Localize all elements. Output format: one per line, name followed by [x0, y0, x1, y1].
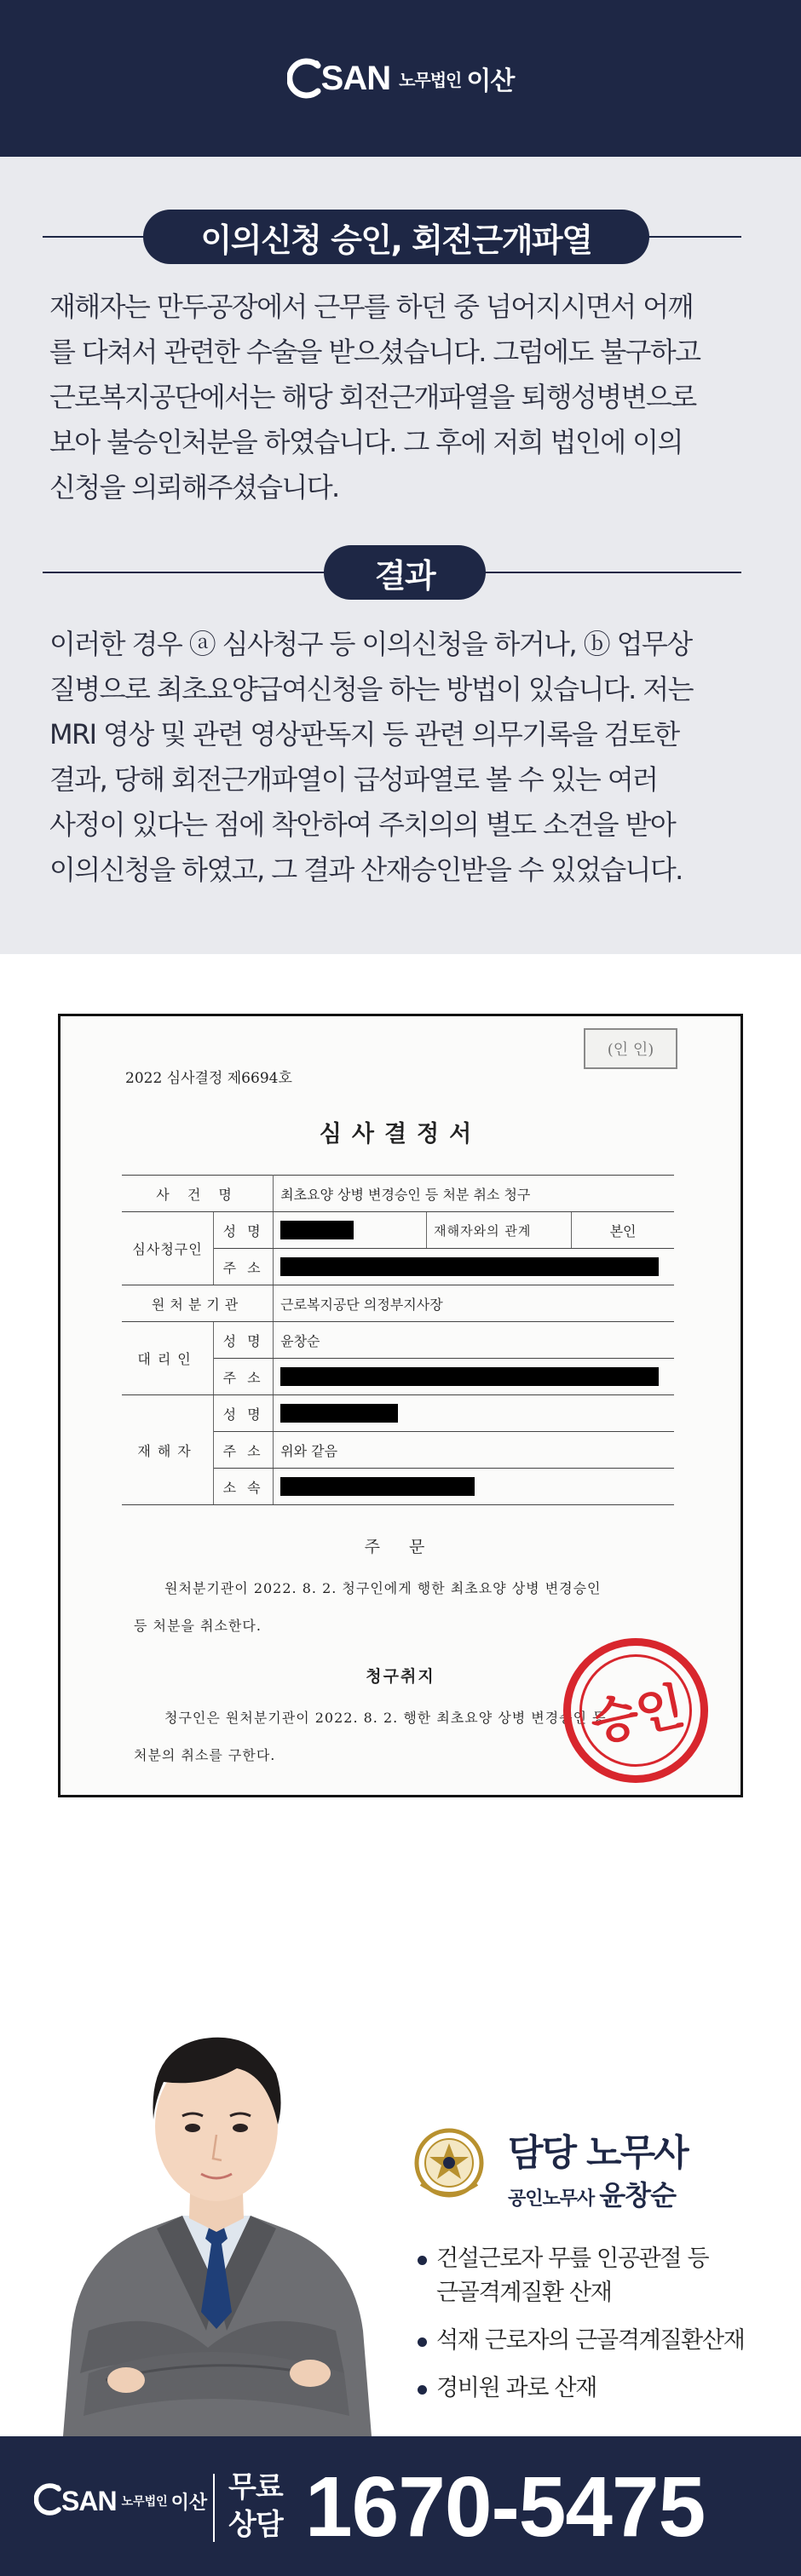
san-logo-icon	[34, 2482, 63, 2520]
claimant-name-redacted	[274, 1212, 427, 1249]
table-row	[122, 1176, 674, 1212]
agent-name: 윤창순	[274, 1322, 674, 1359]
free-line: 무료	[228, 2470, 283, 2504]
approval-stamp-text: 승인	[585, 1676, 688, 1753]
document-seal-box: (인 인)	[584, 1028, 677, 1069]
order-text	[134, 1570, 602, 1645]
table-row	[122, 1212, 674, 1249]
agent-address-label: 주 소	[214, 1359, 274, 1395]
claimant-address-redacted	[274, 1249, 674, 1285]
agent-name-label: 성 명	[214, 1322, 274, 1359]
attorney-photo	[55, 1973, 378, 2440]
case-line: 를 다쳐서 관련한 수술을 받으셨습니다. 그럼에도 불구하고	[49, 336, 700, 368]
relation-value: 본인	[572, 1212, 674, 1249]
table-row	[122, 1285, 674, 1322]
footer-brand-san: SAN	[61, 2485, 117, 2516]
worker-name-label: 성 명	[214, 1395, 274, 1432]
case-heading-pill: 이의신청 승인, 회전근개파열	[143, 210, 649, 264]
brand-san-text: SAN	[320, 59, 391, 97]
san-logo-icon	[287, 57, 323, 100]
relation-label: 재해자와의 관계	[427, 1212, 572, 1249]
specialty-item	[418, 2242, 745, 2310]
case-label: 사 건 명	[122, 1176, 274, 1212]
footer-brand-name: 이산	[170, 2492, 208, 2514]
profile-name: 윤창순	[599, 2179, 677, 2211]
phone-number-link[interactable]: 1670-5475	[305, 2459, 706, 2555]
profile-role: 담당 노무사	[508, 2132, 688, 2175]
document-title: 심사결정서	[319, 1121, 482, 1147]
document-info-table	[122, 1175, 674, 1505]
labor-attorney-emblem-icon	[412, 2125, 486, 2205]
specialty-text: 건설근로자 무릎 인공관절 등	[436, 2245, 709, 2272]
case-value: 최초요양 상병 변경승인 등 처분 취소 청구	[274, 1176, 674, 1212]
order-line: 등 처분을 취소한다.	[134, 1618, 262, 1634]
case-line: 보아 불승인처분을 하였습니다. 그 후에 저희 법인에 이의	[49, 426, 683, 458]
brand-kind: 노무법인	[399, 69, 462, 90]
decision-document	[58, 1014, 743, 1797]
document-number: 2022 심사결정 제6694호	[125, 1070, 292, 1087]
claim-line: 처분의 취소를 구한다.	[134, 1747, 276, 1763]
specialty-item	[418, 2324, 745, 2358]
claim-heading: 청구취지	[366, 1667, 435, 1686]
decision-document-section	[0, 954, 801, 1806]
agent-label: 대리인	[122, 1322, 214, 1395]
agent-address-redacted	[274, 1359, 674, 1395]
worker-label: 재해자	[122, 1395, 214, 1505]
specialty-text: 근골격계질환 산재	[436, 2280, 612, 2306]
profile-name-line	[508, 2174, 676, 2213]
result-line: 이러한 경우 ⓐ 심사청구 등 이의신청을 하거나, ⓑ 업무상	[49, 628, 692, 660]
specialty-text: 석재 근로자의 근골격계질환산재	[436, 2327, 745, 2354]
section-heading-result	[43, 545, 741, 600]
brand-name: 이산	[466, 66, 515, 96]
top-header	[0, 0, 801, 157]
brand-logo[interactable]	[287, 57, 515, 100]
result-line: MRI 영상 및 관련 영상판독지 등 관련 의무기록을 검토한	[49, 718, 679, 750]
specialty-list	[418, 2242, 745, 2419]
claim-line: 청구인은 원처분기관이 2022. 8. 2. 행한 최초요양 상병 변경승인 등	[164, 1710, 607, 1726]
contact-footer	[0, 2436, 801, 2576]
specialty-text: 경비원 과로 산재	[436, 2375, 597, 2401]
order-heading: 주 문	[364, 1538, 437, 1556]
table-row	[122, 1322, 674, 1359]
section-heading-case	[43, 210, 741, 264]
worker-address-label: 주 소	[214, 1432, 274, 1469]
claim-text	[134, 1699, 607, 1774]
result-line: 질병으로 최초요양급여신청을 하는 방법이 있습니다. 저는	[49, 673, 693, 705]
case-line: 신청을 의뢰해주셨습니다.	[49, 471, 339, 503]
free-line: 상담	[228, 2508, 283, 2542]
free-consultation-label	[228, 2469, 283, 2544]
labor-attorney-profile	[0, 1806, 801, 2436]
claimant-label: 심사청구인	[122, 1212, 214, 1285]
case-line: 재해자는 만두공장에서 근무를 하던 중 넘어지시면서 어깨	[49, 290, 693, 323]
claimant-address-label: 주 소	[214, 1249, 274, 1285]
footer-divider	[213, 2474, 215, 2542]
footer-brand-kind: 노무법인	[121, 2495, 168, 2509]
result-heading-pill: 결과	[324, 545, 486, 600]
profile-title: 공인노무사	[508, 2188, 595, 2210]
case-summary-panel	[0, 157, 801, 954]
result-line: 이의신청을 하였고, 그 결과 산재승인받을 수 있었습니다.	[49, 854, 683, 886]
case-line: 근로복지공단에서는 해당 회전근개파열을 퇴행성병변으로	[49, 381, 696, 413]
result-line: 사정이 있다는 점에 착안하여 주치의의 별도 소견을 받아	[49, 808, 676, 841]
worker-address: 위와 같음	[274, 1432, 674, 1469]
result-line: 결과, 당해 회전근개파열이 급성파열로 볼 수 있는 여러	[49, 763, 658, 796]
claimant-name-label: 성 명	[214, 1212, 274, 1249]
worker-name-redacted	[274, 1395, 674, 1432]
table-row	[122, 1395, 674, 1432]
worker-affiliation-label: 소 속	[214, 1469, 274, 1505]
result-paragraph	[49, 622, 757, 893]
agency-value: 근로복지공단 의정부지사장	[274, 1285, 674, 1322]
worker-affiliation-redacted	[274, 1469, 674, 1505]
footer-brand-logo[interactable]	[34, 2482, 207, 2520]
specialty-item	[418, 2372, 745, 2406]
order-line: 원처분기관이 2022. 8. 2. 청구인에게 행한 최초요양 상병 변경승인	[164, 1580, 602, 1596]
case-paragraph	[49, 285, 757, 510]
agency-label: 원처분기관	[122, 1285, 274, 1322]
